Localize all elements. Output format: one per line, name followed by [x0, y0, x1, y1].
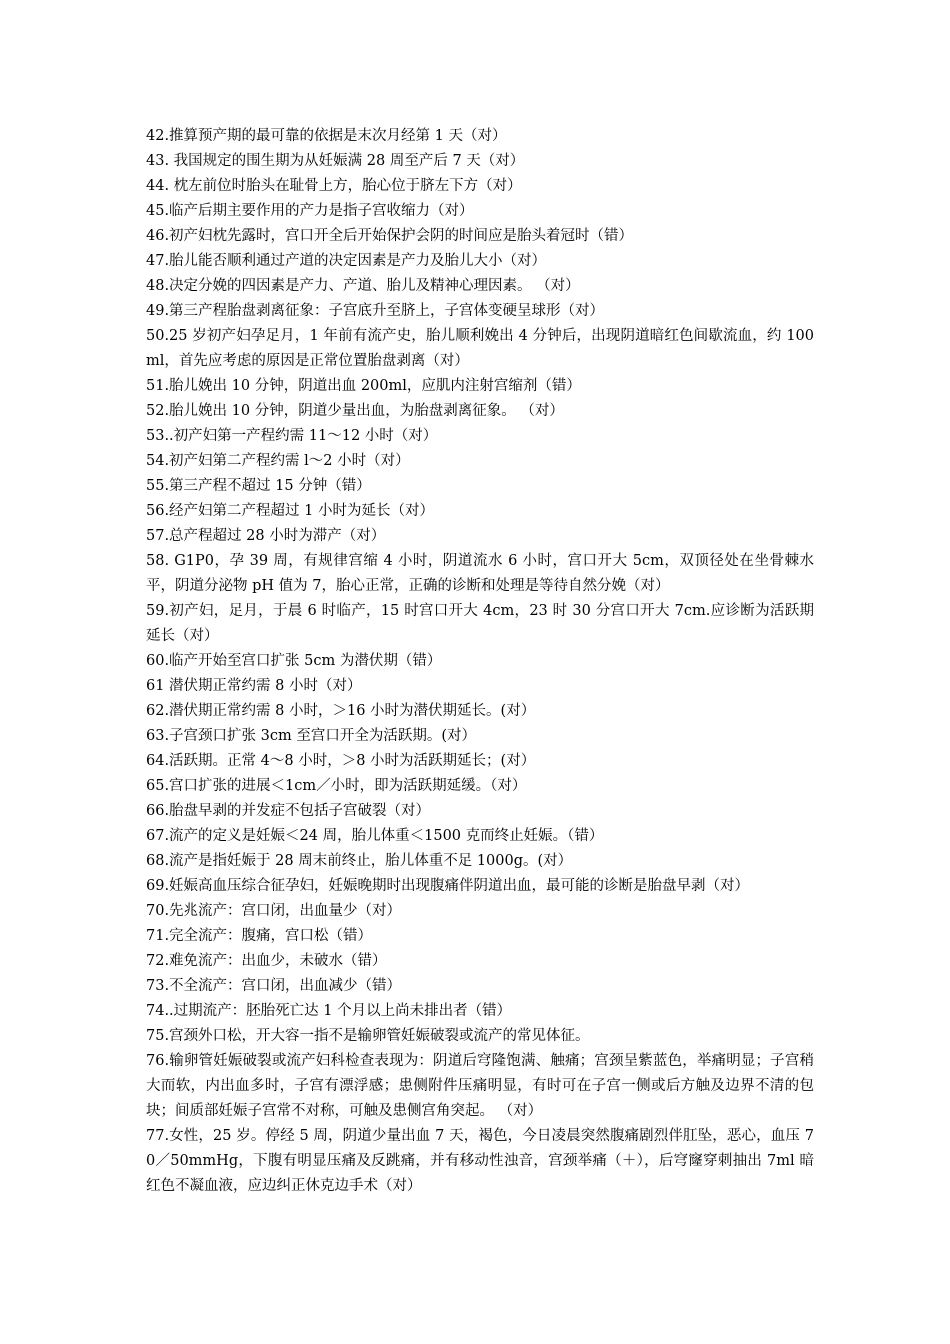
list-item: 51.胎儿娩出 10 分钟，阴道出血 200ml，应肌内注射宫缩剂（错）: [146, 378, 581, 394]
list-item: 61 潜伏期正常约需 8 小时（对）: [146, 678, 362, 694]
list-item: 63.子宫颈口扩张 3cm 至宫口开全为活跃期。(对）: [146, 728, 477, 744]
list-item: 57.总产程超过 28 小时为滞产（对）: [146, 528, 386, 544]
list-item: 55.第三产程不超过 15 分钟（错）: [146, 478, 371, 494]
list-item: 77.女性，25 岁。停经 5 周，阴道少量出血 7 天，褐色，今日凌晨突然腹痛剧烈伴肛坠，恶心，血压 70／50mmHg，下腹有明显压痛及反跳痛，并有移动性浊音，宫颈举痛（＋），后穹窿穿刺抽出 7ml 暗红色不凝血液，应边纠正休克边手术（对）: [146, 1128, 814, 1194]
list-item: 49.第三产程胎盘剥离征象：子宫底升至脐上，子宫体变硬呈球形（对）: [146, 303, 605, 319]
list-item: 76.输卵管妊娠破裂或流产妇科检查表现为：阴道后穹隆饱满、触痛；宫颈呈紫蓝色，举痛明显；子宫稍大而软，内出血多时，子宫有漂浮感；患侧附件压痛明显，有时可在子宫一侧或后方触及边界不清的包块；间质部妊娠子宫常不对称，可触及患侧宫角突起。 （对）: [146, 1053, 814, 1119]
list-item: 62.潜伏期正常约需 8 小时，＞16 小时为潜伏期延长。(对）: [146, 703, 536, 719]
list-item: 50.25 岁初产妇孕足月，1 年前有流产史，胎儿顺利娩出 4 分钟后，出现阴道暗红色间歇流血，约 100ml，首先应考虑的原因是正常位置胎盘剥离（对）: [146, 328, 814, 369]
list-item: 54.初产妇第二产程约需 l～2 小时（对）: [146, 453, 410, 469]
list-item: 47.胎儿能否顺利通过产道的决定因素是产力及胎儿大小（对）: [146, 253, 547, 269]
list-item: 74..过期流产：胚胎死亡达 1 个月以上尚未排出者（错）: [146, 1003, 512, 1019]
list-item: 66.胎盘早剥的并发症不包括子宫破裂（对）: [146, 803, 431, 819]
list-item: 46.初产妇枕先露时，宫口开全后开始保护会阴的时间应是胎头着冠时（错）: [146, 228, 634, 244]
list-item: 44. 枕左前位时胎头在耻骨上方，胎心位于脐左下方（对）: [146, 178, 522, 194]
list-item: 42.推算预产期的最可靠的依据是末次月经第 1 天（对）: [146, 128, 507, 144]
list-item: 48.决定分娩的四因素是产力、产道、胎儿及精神心理因素。 （对）: [146, 278, 580, 294]
list-item: 64.活跃期。正常 4～8 小时，＞8 小时为活跃期延长；(对）: [146, 753, 536, 769]
list-item: 60.临产开始至宫口扩张 5cm 为潜伏期（错）: [146, 653, 442, 669]
list-item: 58. G1P0，孕 39 周，有规律宫缩 4 小时，阴道流水 6 小时，宫口开大 5cm，双顶径处在坐骨棘水平，阴道分泌物 pH 值为 7，胎心正常，正确的诊断和处理是等待自然分娩（对）: [146, 553, 814, 594]
list-item: 71.完全流产：腹痛，宫口松（错）: [146, 928, 373, 944]
list-item: 72.难免流产：出血少，未破水（错）: [146, 953, 387, 969]
list-item: 45.临产后期主要作用的产力是指子宫收缩力（对）: [146, 203, 474, 219]
list-item: 56.经产妇第二产程超过 1 小时为延长（对）: [146, 503, 435, 519]
list-item: 43. 我国规定的围生期为从妊娠满 28 周至产后 7 天（对）: [146, 153, 525, 169]
list-item: 73.不全流产：宫口闭，出血减少（错）: [146, 978, 402, 994]
list-item: 52.胎儿娩出 10 分钟，阴道少量出血，为胎盘剥离征象。 （对）: [146, 403, 564, 419]
list-item: 68.流产是指妊娠于 28 周末前终止，胎儿体重不足 1000g。(对）: [146, 853, 573, 869]
list-item: 70.先兆流产：宫口闭，出血量少（对）: [146, 903, 402, 919]
document-page: [146, 124, 814, 1199]
list-item: 69.妊娠高血压综合征孕妇，妊娠晚期时出现腹痛伴阴道出血，最可能的诊断是胎盘早剥（对）: [146, 878, 750, 894]
list-item: 53..初产妇第一产程约需 11～12 小时（对）: [146, 428, 438, 444]
list-item: 65.宫口扩张的进展＜1cm／小时，即为活跃期延缓。（对）: [146, 778, 527, 794]
list-item: 59.初产妇，足月，于晨 6 时临产，15 时宫口开大 4cm，23 时 30 分宫口开大 7cm.应诊断为活跃期延长（对）: [146, 603, 814, 644]
list-item: 67.流产的定义是妊娠＜24 周，胎儿体重＜1500 克而终止妊娠。（错）: [146, 828, 604, 844]
list-item: 75.宫颈外口松，开大容一指不是输卵管妊娠破裂或流产的常见体征。: [146, 1028, 590, 1044]
